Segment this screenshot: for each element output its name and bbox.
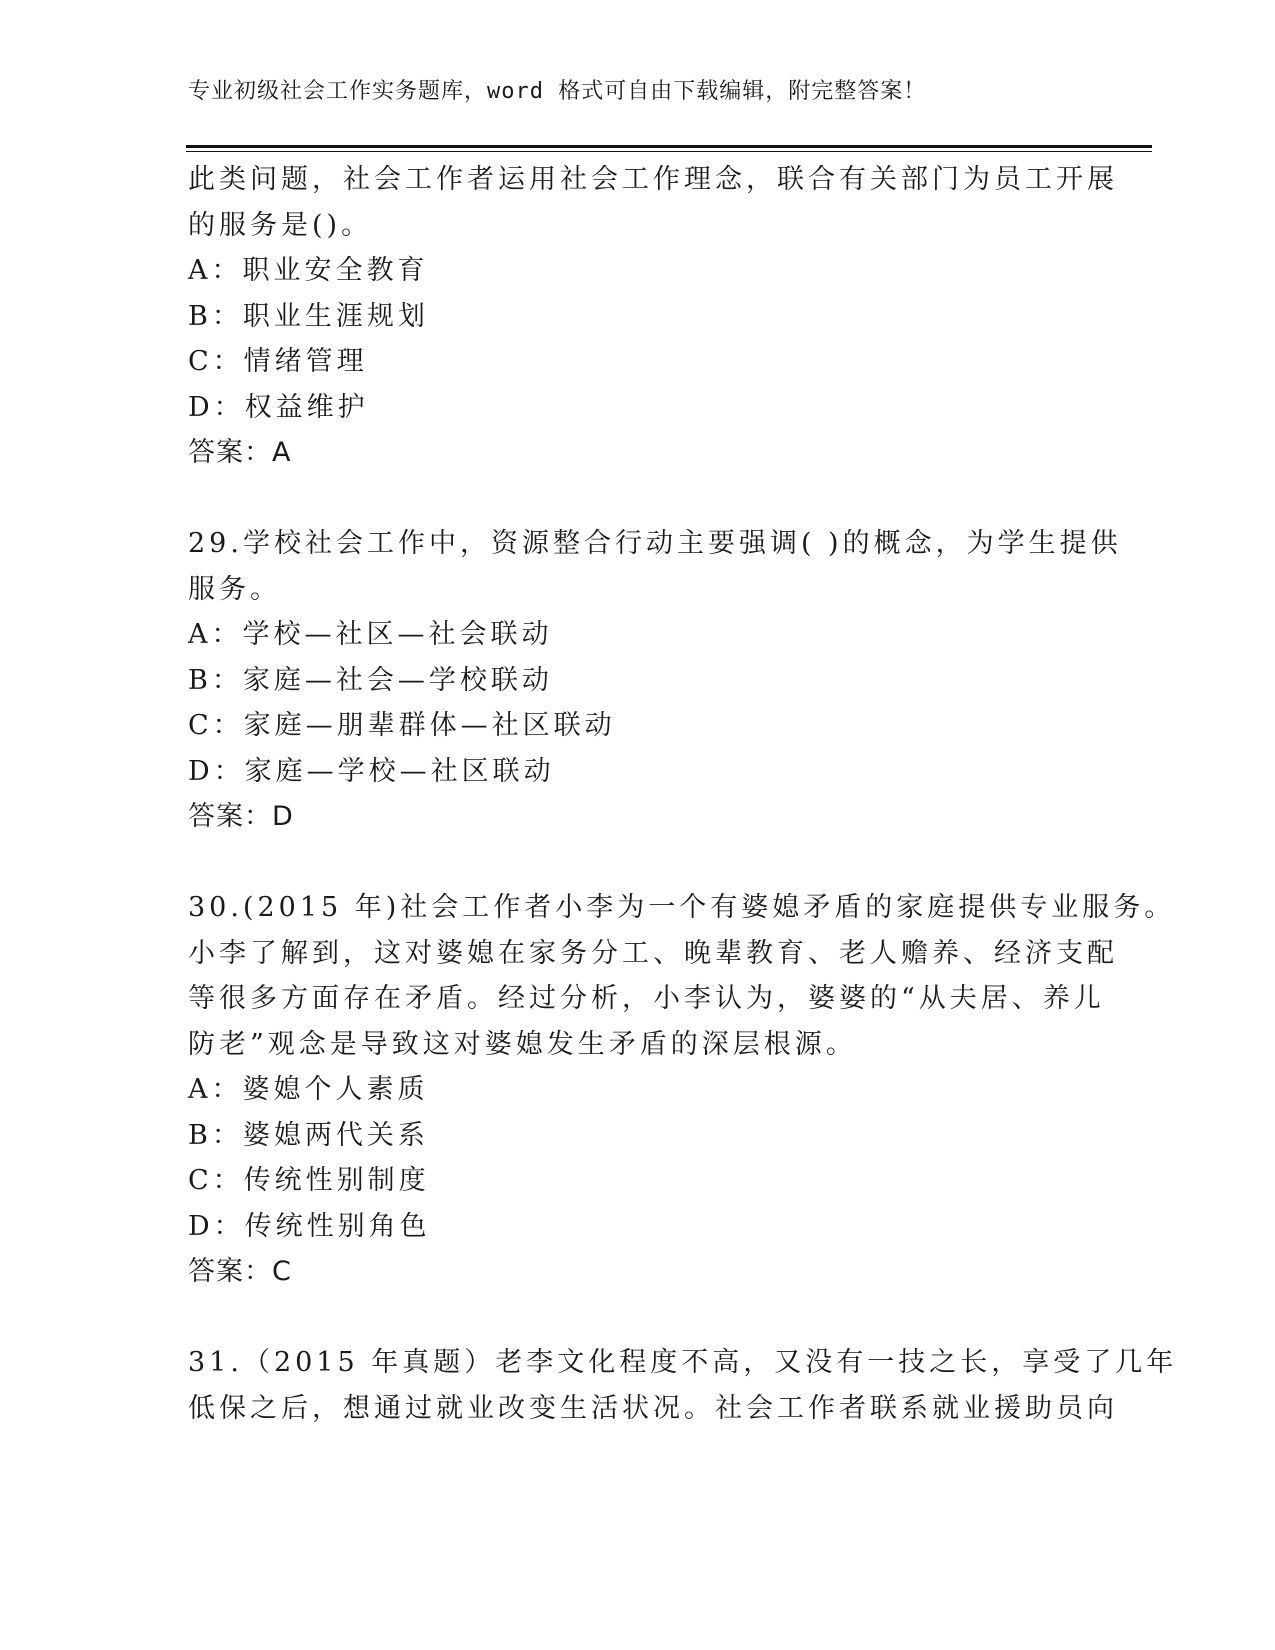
spacer	[188, 840, 1088, 886]
question-stem-line: 小李了解到，这对婆媳在家务分工、晚辈教育、老人赡养、经济支配	[188, 937, 1118, 969]
option-c: C：传统性别制度	[188, 1165, 430, 1196]
question-stem-line: 31.（2015 年真题）老李文化程度不高，又没有一技之长，享受了几年	[188, 1347, 1178, 1378]
option-d: D：权益维护	[188, 391, 369, 423]
question-stem-line: 此类问题，社会工作者运用社会工作理念，联合有关部门为员工开展	[188, 164, 1118, 195]
question-28	[188, 157, 1118, 476]
header-rule-thin	[186, 151, 1152, 152]
option-b: B：婆媳两代关系	[188, 1119, 429, 1151]
question-stem-line: 低保之后，想通过就业改变生活状况。社会工作者联系就业援助员向	[188, 1392, 1118, 1424]
page-header: 专业初级社会工作实务题库，word 格式可自由下载编辑，附完整答案！	[188, 79, 927, 104]
header-rule-thick	[186, 145, 1152, 148]
spacer	[188, 1295, 1088, 1341]
option-d: D：家庭—学校—社区联动	[188, 755, 555, 787]
question-stem-line: 29.学校社会工作中，资源整合行动主要强调( )的概念，为学生提供	[188, 528, 1122, 559]
option-d: D：传统性别角色	[188, 1210, 431, 1242]
option-b: B：职业生涯规划	[188, 300, 429, 332]
spacer	[188, 476, 1088, 522]
option-a: A：职业安全教育	[188, 255, 429, 286]
option-a: A：婆媳个人素质	[188, 1074, 429, 1105]
option-b: B：家庭—社会—学校联动	[188, 664, 553, 696]
question-stem-line: 30.(2015 年)社会工作者小李为一个有婆媳矛盾的家庭提供专业服务。	[188, 892, 1176, 923]
option-c: C：情绪管理	[188, 346, 368, 377]
option-a: A：学校—社区—社会联动	[188, 619, 553, 650]
document-body	[188, 157, 1178, 1431]
question-stem-line: 的服务是()。	[188, 209, 373, 241]
question-stem-line: 等很多方面存在矛盾。经过分析，小李认为，婆婆的“从夫居、养儿	[188, 983, 1105, 1014]
question-stem-line: 防老”观念是导致这对婆媳发生矛盾的深层根源。	[188, 1028, 857, 1060]
question-30	[188, 885, 1176, 1295]
option-c: C：家庭—朋辈群体—社区联动	[188, 710, 616, 741]
answer-line: 答案：A	[188, 437, 292, 468]
answer-line: 答案：D	[188, 801, 294, 832]
question-29	[188, 521, 1122, 840]
question-stem-line: 服务。	[188, 573, 281, 605]
question-31	[188, 1340, 1178, 1431]
answer-line: 答案：C	[188, 1256, 292, 1287]
